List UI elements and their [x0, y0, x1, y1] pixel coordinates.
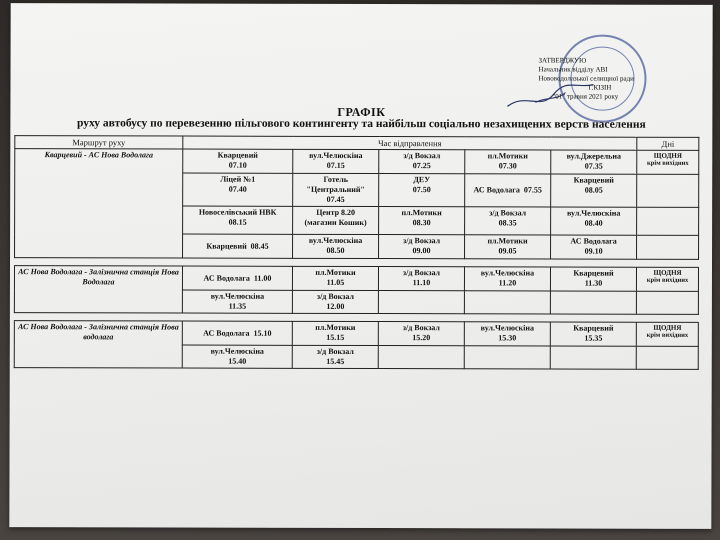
days-cell: ЩОДНЯ крім вихідних [636, 267, 698, 291]
stop-cell: з/д Вокзал 15.45 [292, 345, 378, 368]
empty-cell [378, 291, 464, 314]
document-subtitle: руху автобусу по перевезенню пільгового контингенту та найбільш соціально незахищених верств населення [76, 117, 646, 131]
empty-cell [550, 291, 636, 314]
schedule-table [14, 135, 700, 370]
days-cell [636, 291, 698, 314]
stop-cell: Кварцевий 15.35 [550, 322, 636, 346]
approval-line: Нововодолазької селищної ради [538, 74, 634, 83]
schedule-document [9, 3, 712, 529]
stop-cell: вул.Челюскіна 11.35 [182, 290, 292, 313]
header-days: Дні [637, 137, 699, 150]
days-cell [637, 174, 699, 207]
stop-cell: Готель "Центральний" 07.45 [293, 173, 379, 206]
stop-cell: пл.Мотики 07.30 [465, 150, 551, 174]
stop-cell: Новоселівський НВК 08.15 [183, 206, 293, 234]
stop-cell: вул.Челюскіна 15.40 [182, 345, 292, 368]
stop-cell: АС Водолага 15.10 [182, 321, 292, 345]
stop-cell: АС Водолага 11.00 [182, 266, 292, 290]
approval-line: "01" травня 2021 року [552, 92, 619, 101]
empty-cell [464, 291, 550, 314]
empty-cell [550, 346, 636, 369]
stop-cell: з/д Вокзал 15.20 [378, 322, 464, 346]
stop-cell: пл.Мотики 15.15 [292, 321, 378, 345]
route-name: АС Нова Водолага - Залізнична станція Нова водолага [14, 321, 182, 368]
days-cell [636, 346, 698, 369]
table-row [14, 321, 698, 347]
stop-cell: Центр 8.20 (магазин Кошик) [293, 206, 379, 234]
stop-cell: пл.Мотики 11.05 [292, 266, 378, 290]
stop-cell: пл.Мотики 09.05 [465, 235, 551, 259]
days-cell [637, 235, 699, 259]
route-name: АС Нова Водолага - Залізнична станція Нова Водолага [14, 266, 182, 313]
stop-cell: вул.Челюскіна 08.50 [293, 234, 379, 258]
approval-line: Начальник відділу АВІ [538, 65, 608, 74]
stop-cell: вул.Челюскіна 07.15 [293, 149, 379, 173]
stop-cell: Кварцевий 08.05 [551, 174, 637, 207]
stop-cell: Кварцевий 08.45 [183, 234, 293, 258]
stop-cell: з/д Вокзал 08.35 [465, 207, 551, 235]
stop-cell: вул.Челюскіна 15.30 [464, 322, 550, 346]
stop-cell: з/д Вокзал 12.00 [292, 290, 378, 313]
approval-line: ЗАТВЕРДЖУЮ [538, 56, 587, 65]
table-row [14, 266, 698, 292]
stop-cell: з/д Вокзал 07.25 [379, 150, 465, 174]
days-cell [637, 207, 699, 235]
stop-cell: пл.Мотики 08.30 [379, 207, 465, 235]
stop-cell: АС Водолага 09.10 [551, 235, 637, 259]
stop-cell: Кварцевий 07.10 [183, 149, 293, 173]
stop-cell: ДЕУ 07.50 [379, 174, 465, 207]
approval-block [538, 56, 708, 101]
document-title: ГРАФІК [337, 104, 386, 120]
empty-cell [464, 346, 550, 369]
days-cell: ЩОДНЯ крім вихідних [636, 322, 698, 346]
stop-cell: вул.Челюскіна 11.20 [464, 267, 550, 291]
stop-cell: вул.Джерельна 07.35 [551, 150, 637, 174]
empty-cell [378, 346, 464, 369]
stop-cell: з/д Вокзал 11.10 [378, 267, 464, 291]
stop-cell: АС Водолага 07.55 [465, 174, 551, 207]
stop-cell: вул.Челюскіна 08.40 [551, 207, 637, 235]
route-name: Кварцевий - АС Нова Водолага [15, 149, 183, 258]
header-time: Час відправлення [183, 136, 637, 150]
table-row [15, 149, 699, 175]
days-cell: ЩОДНЯ крім вихідних [637, 150, 699, 174]
header-route: Маршрут руху [15, 136, 183, 149]
stop-cell: з/д Вокзал 09.00 [379, 235, 465, 259]
stop-cell: Кварцевий 11.30 [550, 267, 636, 291]
approval-line: Г.КІЗІН [588, 83, 612, 92]
stop-cell: Ліцей №1 07.40 [183, 173, 293, 206]
